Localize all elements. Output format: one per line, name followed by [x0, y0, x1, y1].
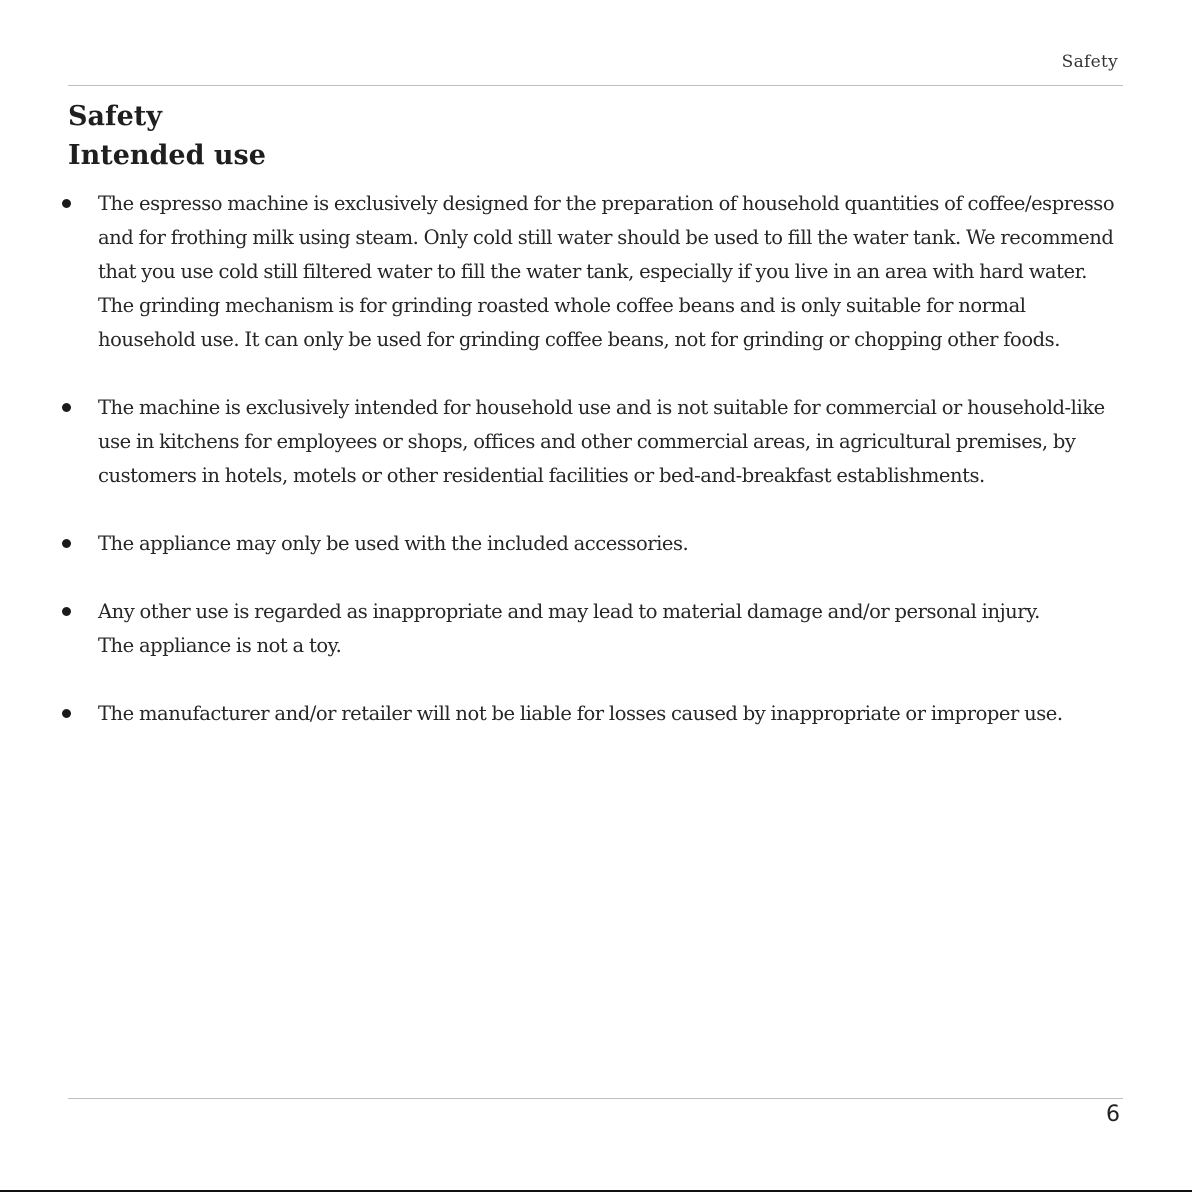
- bullet-dot-icon: [62, 539, 71, 548]
- bullet-dot-icon: [62, 199, 71, 208]
- list-item: [0, 527, 1123, 561]
- bullet-dot-icon: [62, 403, 71, 412]
- footer-divider: [68, 1098, 1123, 1099]
- bullet-dot-icon: [62, 709, 71, 718]
- subsection-title: Intended use: [68, 140, 266, 171]
- header-divider: [68, 85, 1123, 86]
- paragraph: Any other use is regarded as inappropriate and may lead to material damage and/or personal injury.: [98, 600, 1040, 623]
- paragraph: The espresso machine is exclusively designed for the preparation of household quantities of coffee/espresso and for frothing milk using steam. Only cold still water should be used to fill the water tank. We recommend that you use cold still filtered water to fill the water tank, especially if you live in an area with hard water.: [98, 192, 1115, 283]
- page-number: 6: [1106, 1102, 1120, 1127]
- list-item: [0, 187, 1123, 357]
- section-title: Safety: [68, 101, 162, 132]
- list-item: [0, 391, 1123, 493]
- paragraph: The machine is exclusively intended for household use and is not suitable for commercial or household-like use in kitchens for employees or shops, offices and other commercial areas, in agricultural premises, by customers in hotels, motels or other residential facilities or bed-and-breakfast establishments.: [98, 396, 1105, 487]
- bullet-dot-icon: [62, 607, 71, 616]
- paragraph: The appliance is not a toy.: [98, 634, 342, 657]
- paragraph: The manufacturer and/or retailer will not be liable for losses caused by inappropriate or improper use.: [98, 702, 1063, 725]
- running-header: Safety: [1061, 52, 1118, 72]
- paragraph: The grinding mechanism is for grinding roasted whole coffee beans and is only suitable for normal household use. It can only be used for grinding coffee beans, not for grinding or chopping other foods.: [98, 294, 1060, 351]
- list-item: [0, 697, 1123, 731]
- intended-use-list: [0, 187, 1192, 765]
- list-item: [0, 595, 1123, 663]
- paragraph: The appliance may only be used with the included accessories.: [98, 532, 689, 555]
